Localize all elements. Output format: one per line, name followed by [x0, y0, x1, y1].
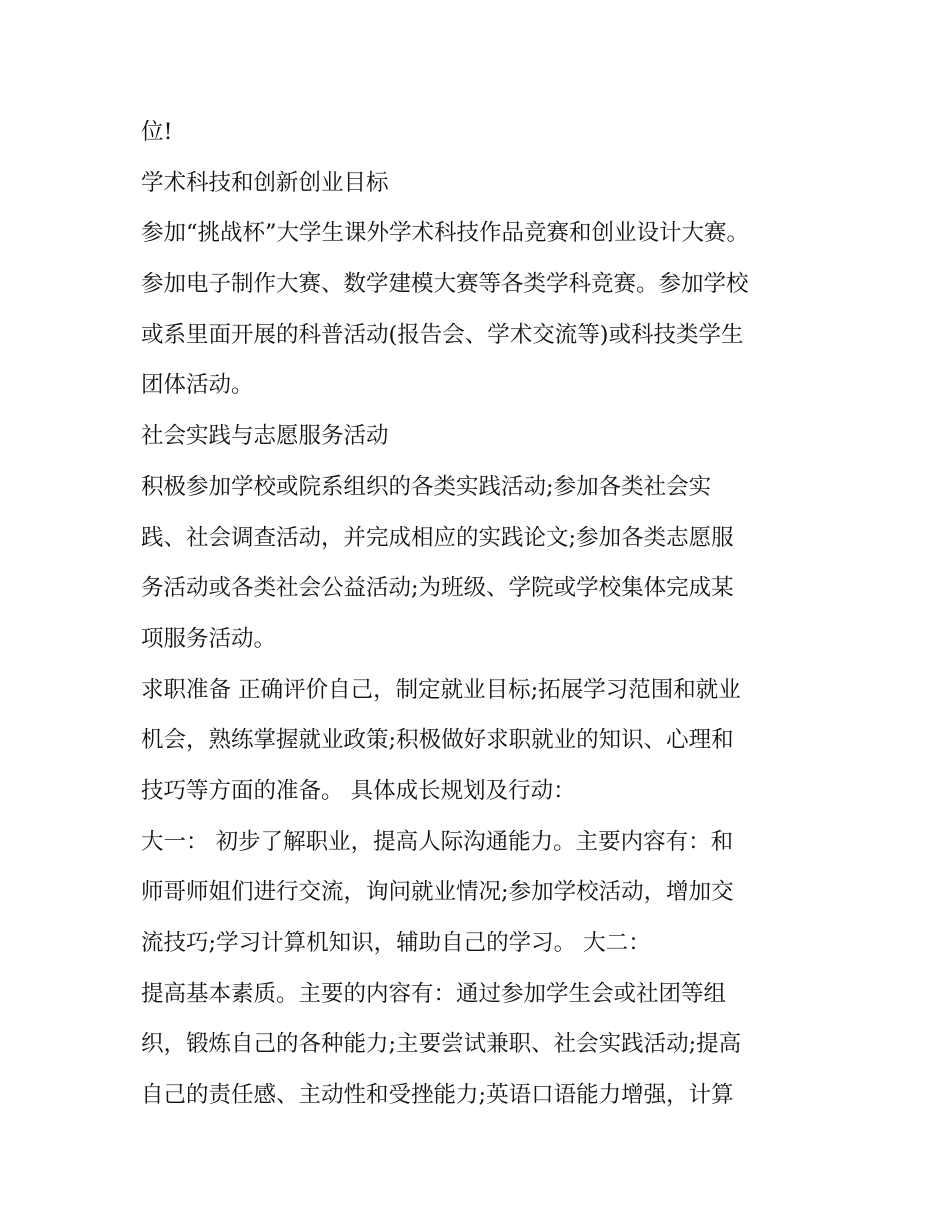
text-line: 技巧等方面的准备。 具体成长规划及行动： [141, 777, 576, 804]
text-line: 师哥师姐们进行交流，询问就业情况;参加学校活动，增加交 [141, 879, 734, 906]
text-line: 提高基本素质。主要的内容有：通过参加学生会或社团等组 [141, 980, 727, 1007]
text-line: 参加“挑战杯”大学生课外学术科技作品竞赛和创业设计大赛。 [141, 220, 750, 247]
text-line: 自己的责任感、主动性和受挫能力;英语口语能力增强，计算 [141, 1082, 734, 1109]
document-body [141, 107, 821, 1121]
text-line: 务活动或各类社会公益活动;为班级、学院或学校集体完成某 [141, 575, 734, 602]
section-heading: 学术科技和创新创业目标 [141, 169, 389, 196]
section-heading: 社会实践与志愿服务活动 [141, 423, 389, 450]
text-line: 团体活动。 [141, 372, 254, 399]
text-line: 参加电子制作大赛、数学建模大赛等各类学科竞赛。参加学校 [141, 271, 749, 298]
text-line: 项服务活动。 [141, 625, 277, 652]
text-line: 位! [141, 119, 173, 145]
text-line: 求职准备 正确评价自己，制定就业目标;拓展学习范围和就业 [141, 676, 741, 703]
text-line: 流技巧;学习计算机知识，辅助自己的学习。 大二： [141, 930, 651, 956]
text-line: 织，锻炼自己的各种能力;主要尝试兼职、社会实践活动;提高 [141, 1031, 742, 1058]
text-line: 或系里面开展的科普活动(报告会、学术交流等)或科技类学生 [141, 321, 744, 348]
text-line: 大一： 初步了解职业，提高人际沟通能力。主要内容有：和 [141, 828, 734, 855]
text-line: 机会，熟练掌握就业政策;积极做好求职就业的知识、心理和 [141, 727, 734, 754]
text-line: 积极参加学校或院系组织的各类实践活动;参加各类社会实 [141, 473, 712, 500]
text-line: 践、社会调查活动，并完成相应的实践论文;参加各类志愿服 [141, 524, 734, 551]
